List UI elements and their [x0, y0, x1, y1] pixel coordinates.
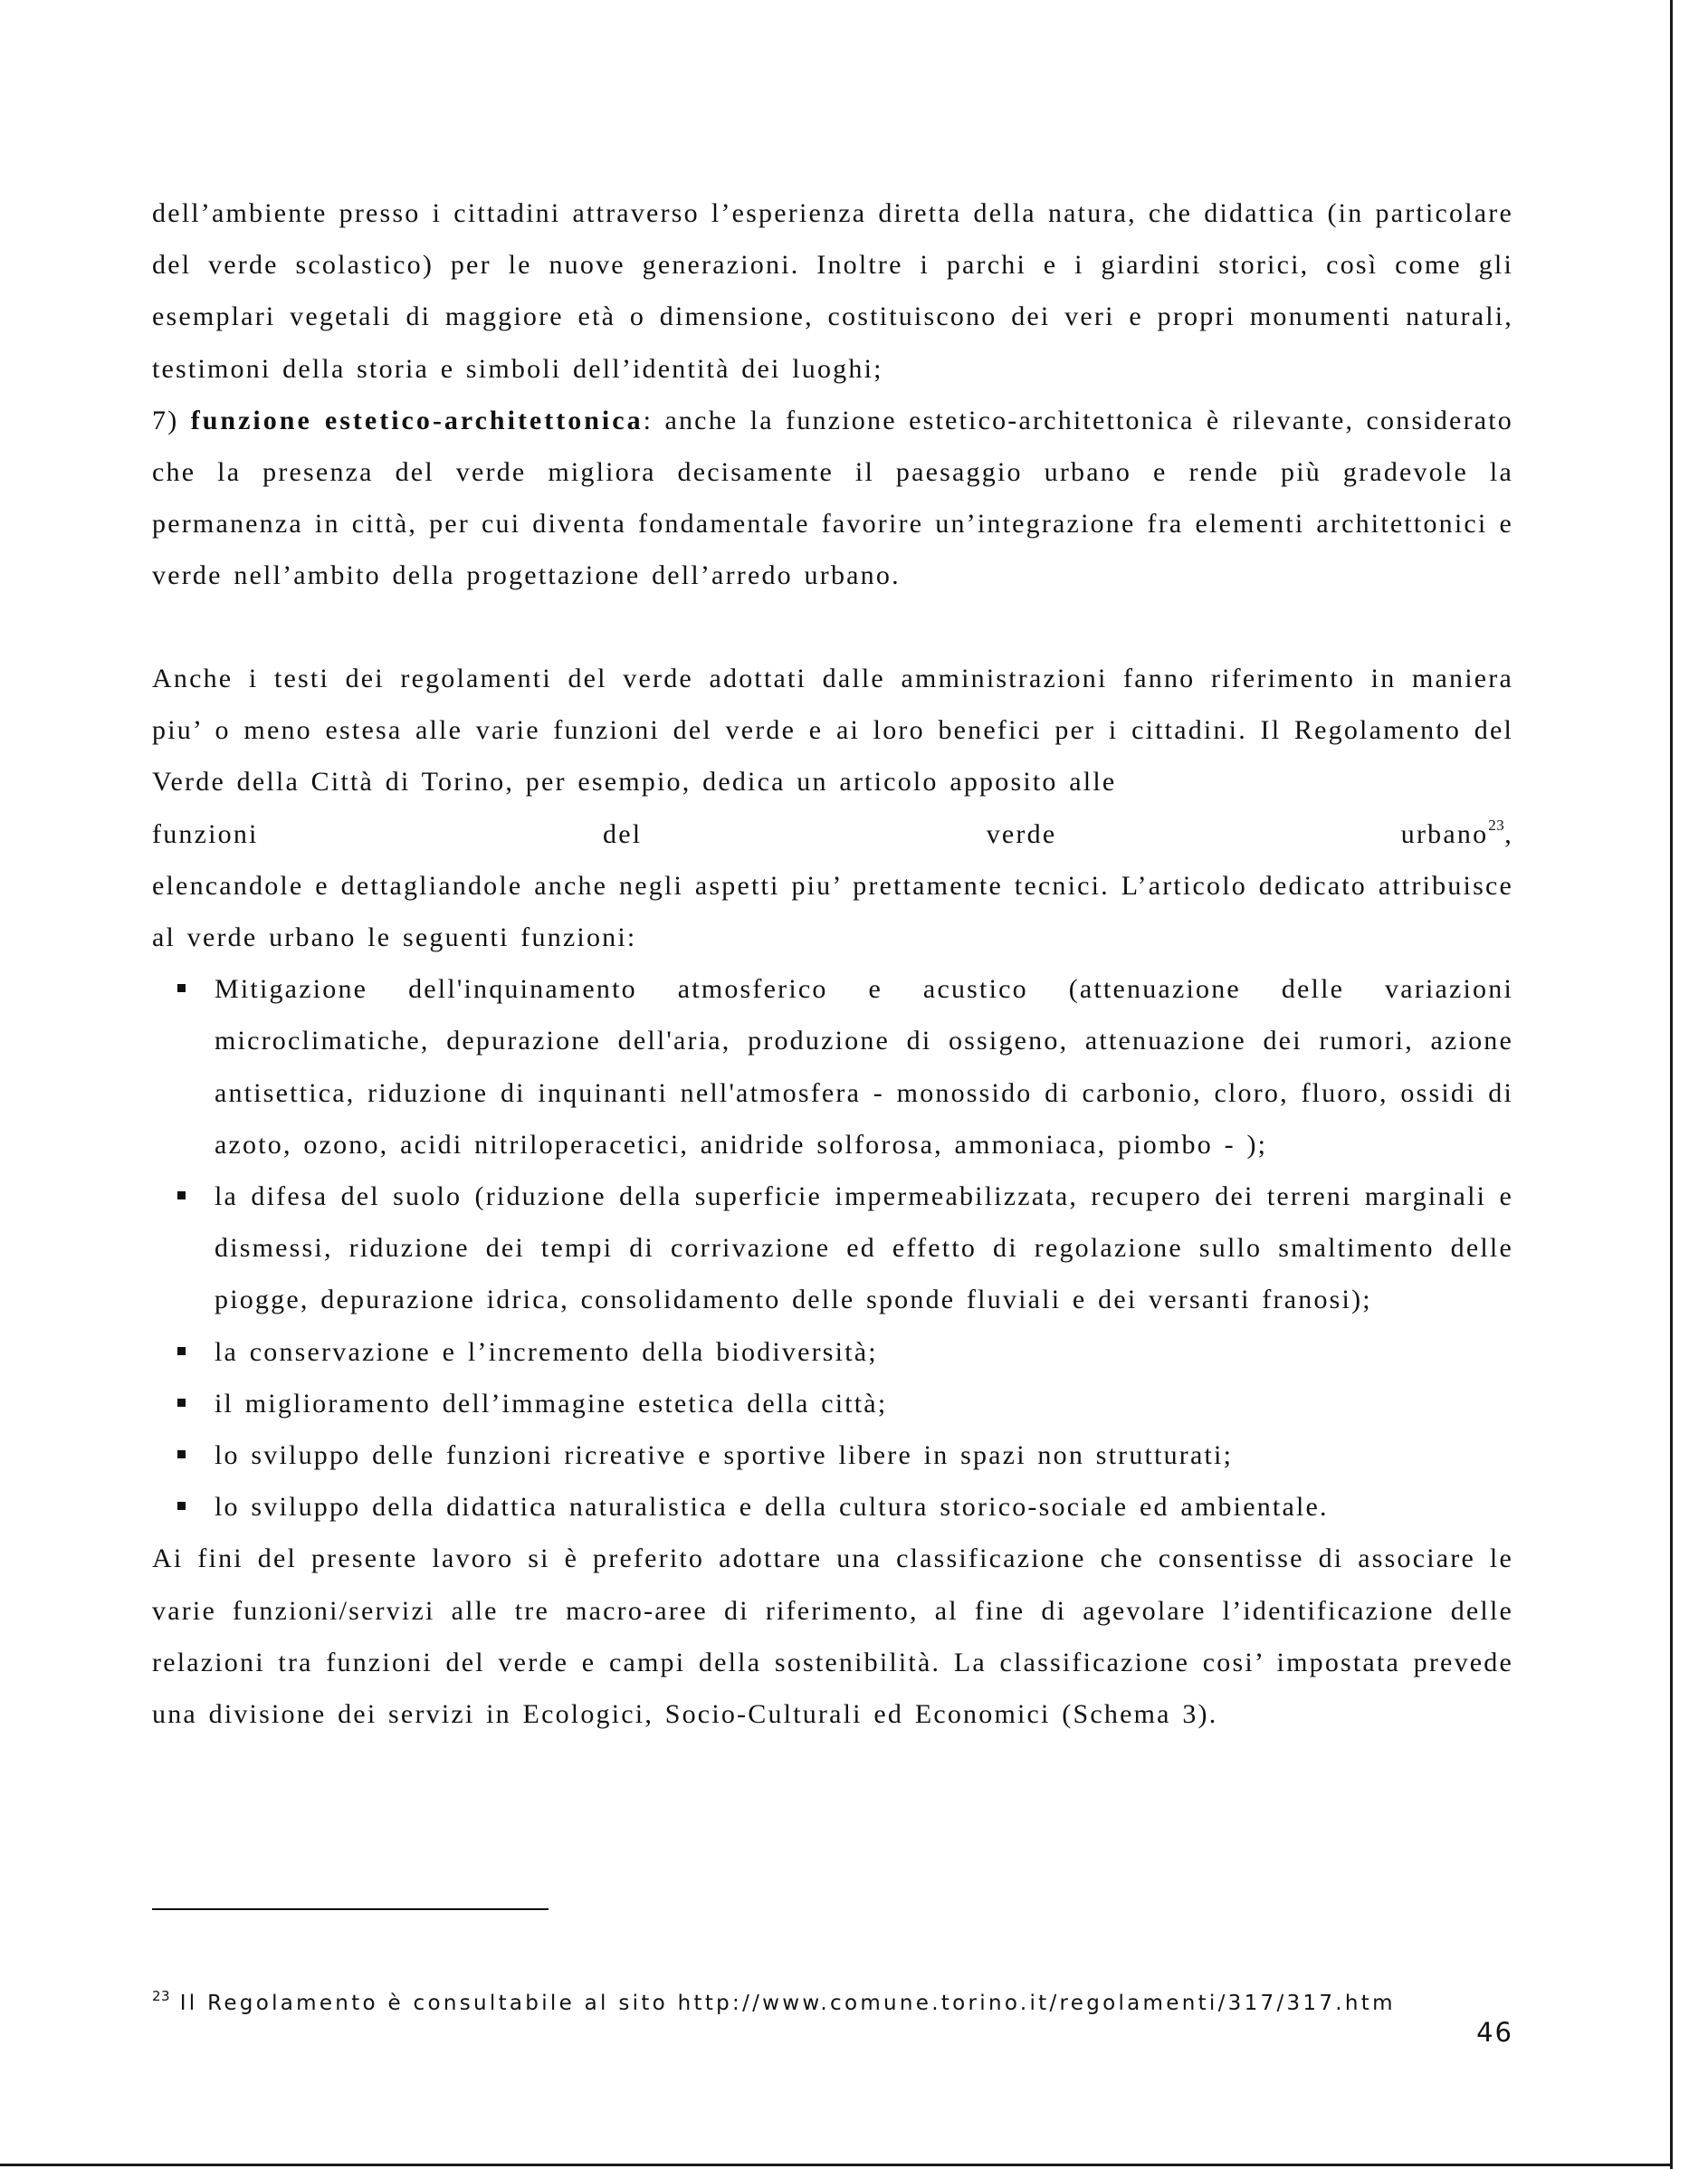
item-heading: funzione estetico-architettonica — [190, 405, 644, 435]
text-block-main — [152, 653, 1513, 1740]
bullet-square-icon — [177, 1191, 186, 1199]
list-item: il miglioramento dell’immagine estetica della città; — [152, 1378, 1513, 1429]
footnote-text: Il Regolamento è consultabile al sito http://www.comune.torino.it/regolamenti/317/317.htm — [179, 1992, 1396, 2015]
page-edge-right — [1670, 0, 1673, 2169]
footnote — [152, 1988, 1528, 2015]
paragraph-3-text: Ai fini del presente lavoro si è preferito adottare una classificazione che consentisse di associare le varie funzioni/servizi alle tre macro-aree di riferimento, al fine di agevolare l’identificazione delle relazioni tra funzioni del verde e campi della sostenibilità. La classificazione cosi’ impostata prevede una divisione dei servizi in Ecologici, Socio-Culturali ed Economici (Schema 3). — [152, 1543, 1513, 1730]
bullet-square-icon — [177, 1347, 186, 1355]
page-number: 46 — [1476, 2017, 1513, 2048]
footnote-number: 23 — [152, 1988, 171, 2004]
footnote-separator — [152, 1908, 549, 1910]
paragraph-2-continuation — [152, 860, 1513, 963]
paragraph-2-text-a: Anche i testi dei regolamenti del verde adottati dalle amministrazioni fanno riferimento in maniera piu’ o meno estesa alle varie funzioni del verde e ai loro benefici per i cittadini. Il Regolamento del Verde della Città di Torino, per esempio, dedica un articolo apposito alle — [152, 664, 1513, 798]
list-item: Mitigazione dell'inquinamento atmosferico e acustico (attenuazione delle variazioni microclimatiche, depurazione dell'aria, produzione di ossigeno, attenuazione dei rumori, azione antisettica, riduzione di inquinanti nell'atmosfera - monossido di carbonio, cloro, fluoro, ossidi di azoto, ozono, acidi nitriloperacetici, anidride solforosa, ammoniaca, piombo - ); — [152, 963, 1513, 1170]
footnote-reference: 23 — [1488, 816, 1505, 834]
bullet-square-icon — [177, 984, 186, 992]
paragraph-classification — [152, 1533, 1513, 1740]
item-number: 7) — [152, 405, 179, 435]
paragraph-regulations — [152, 653, 1513, 808]
paragraph-2-comma: , — [1504, 818, 1513, 849]
bullet-square-icon — [177, 1450, 186, 1458]
paragraph-2-spread-line — [152, 808, 1513, 860]
text-block-top — [152, 187, 1513, 602]
list-item: la conservazione e l’incremento della biodiversità; — [152, 1326, 1513, 1378]
paragraph-2-text-b: funzioni del verde urbano — [152, 818, 1489, 849]
item-text: : anche la funzione estetico-architettonica è rilevante, considerato che la presenza del verde migliora decisamente il paesaggio urbano e rende più gradevole la permanenza in città, per cui diventa fondamentale favorire un’integrazione fra elementi architettonici e verde nell’ambito della progettazione dell’arredo urbano. — [152, 405, 1514, 591]
page-edge-bottom — [0, 2164, 1673, 2166]
paragraph-1-intro: dell’ambiente presso i cittadini attraverso l’esperienza diretta della natura, che didattica (in particolare del verde scolastico) per le nuove generazioni. Inoltre i parchi e i giardini storici, così come gli esemplari vegetali di maggiore età o dimensione, costituiscono dei veri e propri monumenti naturali, testimoni della storia e simboli dell’identità dei luoghi; — [152, 198, 1513, 384]
list-item: lo sviluppo della didattica naturalistica e della cultura storico-sociale ed ambientale. — [152, 1481, 1513, 1533]
bullet-square-icon — [177, 1399, 186, 1407]
functions-list — [152, 963, 1513, 1533]
bullet-square-icon — [177, 1502, 186, 1510]
paragraph-2-text-c: elencandole e dettagliandole anche negli aspetti piu’ prettamente tecnici. L’articolo dedicato attribuisce al verde urbano le seguenti funzioni: — [152, 870, 1513, 953]
list-item: lo sviluppo delle funzioni ricreative e sportive libere in spazi non strutturati; — [152, 1429, 1513, 1481]
paragraph-green-functions-end — [152, 187, 1513, 602]
list-item: la difesa del suolo (riduzione della superficie impermeabilizzata, recupero dei terreni marginali e dismessi, riduzione dei tempi di corrivazione ed effetto di regolazione sullo smaltimento delle piogge, depurazione idrica, consolidamento delle sponde fluviali e dei versanti franosi); — [152, 1170, 1513, 1326]
